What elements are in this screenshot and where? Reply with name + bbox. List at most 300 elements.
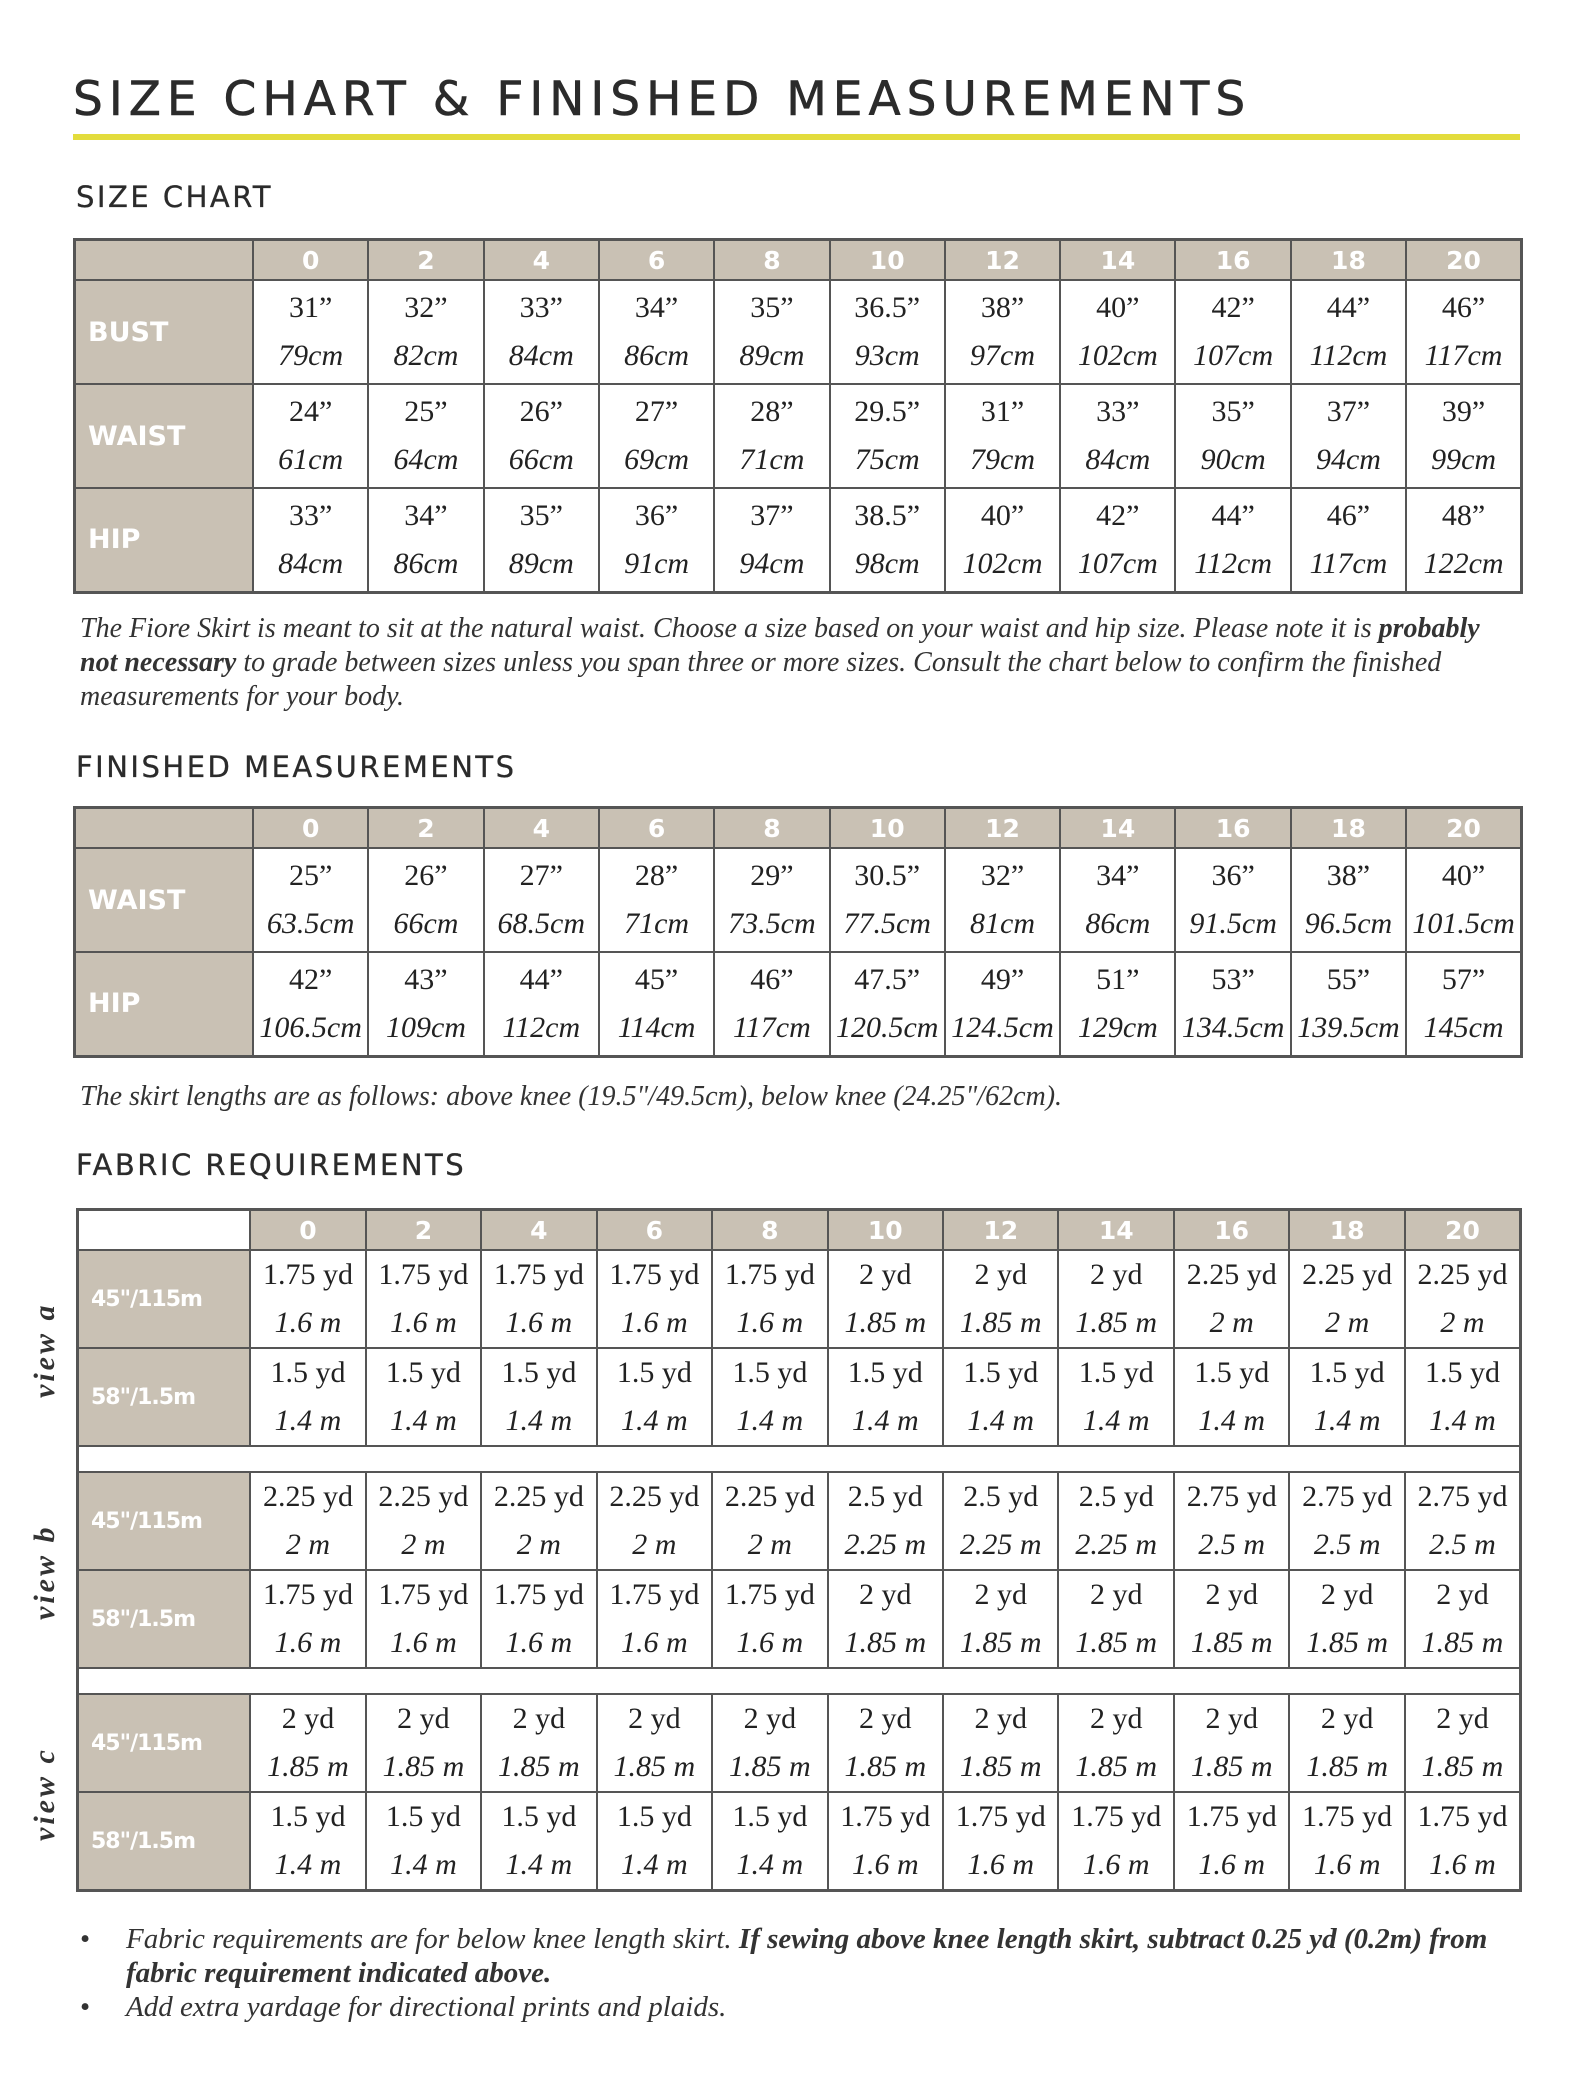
yard-value: 2.75 yd	[1417, 1480, 1508, 1513]
cm-value: 84cm	[508, 339, 574, 372]
size-chart-table	[73, 238, 1523, 594]
measurement-cell	[484, 384, 599, 488]
size-chart-note	[80, 612, 1490, 714]
meter-value: 2.5 m	[1429, 1528, 1496, 1561]
fabric-cell	[1058, 1570, 1173, 1668]
size-header: 16	[1175, 808, 1290, 849]
measurement-cell	[484, 488, 599, 592]
cm-value: 79cm	[970, 443, 1035, 476]
cm-value: 112cm	[1194, 546, 1273, 580]
cm-value: 102cm	[1077, 339, 1158, 372]
cm-value: 91.5cm	[1189, 907, 1277, 940]
measurement-cell	[368, 488, 483, 592]
meter-value: 1.4 m	[1082, 1404, 1150, 1437]
yard-value: 2 yd	[859, 1702, 912, 1735]
size-header: 18	[1289, 1210, 1404, 1251]
measurement-cell	[1406, 384, 1521, 488]
cm-value: 75cm	[854, 443, 920, 476]
fabric-cell	[1174, 1348, 1289, 1446]
size-header: 14	[1058, 1210, 1173, 1251]
row-label: WAIST	[75, 848, 253, 952]
measurement-cell	[945, 848, 1060, 952]
fabric-width-label: 45"/115m	[78, 1694, 251, 1792]
view-separator	[78, 1668, 1521, 1694]
meter-value: 2.25 m	[1075, 1528, 1158, 1561]
size-header: 4	[481, 1210, 596, 1251]
size-header: 18	[1291, 240, 1406, 281]
cm-value: 122cm	[1423, 546, 1504, 580]
inch-value: 35”	[519, 498, 563, 532]
fabric-row	[78, 1792, 1521, 1891]
inch-value: 36”	[1211, 859, 1255, 892]
yard-value: 1.5 yd	[270, 1356, 346, 1389]
yard-value: 2 yd	[1089, 1258, 1143, 1291]
fabric-cell	[943, 1250, 1058, 1348]
fabric-width-label: 58"/1.5m	[78, 1570, 251, 1668]
fabric-cell	[943, 1570, 1058, 1668]
fabric-cell	[828, 1792, 943, 1891]
yard-value: 1.75 yd	[1302, 1800, 1393, 1833]
inch-value: 27”	[519, 859, 563, 892]
yard-value: 2 yd	[1436, 1578, 1489, 1611]
meter-value: 1.85 m	[844, 1750, 927, 1783]
measurement-cell	[714, 280, 829, 384]
meter-value: 1.85 m	[1075, 1626, 1158, 1659]
yard-value: 2.5 yd	[1078, 1480, 1154, 1513]
fabric-cell	[712, 1792, 827, 1891]
yard-value: 2 yd	[1320, 1578, 1374, 1611]
fabric-cell	[1405, 1250, 1521, 1348]
meter-value: 1.6 m	[505, 1626, 573, 1659]
inch-value: 25”	[404, 395, 448, 428]
cm-value: 86cm	[624, 339, 690, 372]
header-row	[78, 1210, 1521, 1251]
yard-value: 2 yd	[281, 1702, 335, 1735]
inch-value: 40”	[980, 498, 1025, 532]
fabric-note-2-text: Add extra yardage for directional prints and plaids.	[126, 1991, 727, 2023]
fabric-width-label: 58"/1.5m	[78, 1792, 251, 1891]
inch-value: 36.5”	[854, 291, 921, 324]
fabric-cell	[943, 1348, 1058, 1446]
cm-value: 73.5cm	[728, 907, 816, 940]
measurement-cell	[1175, 384, 1290, 488]
fabric-row	[78, 1250, 1521, 1348]
meter-value: 1.6 m	[1313, 1848, 1381, 1881]
inch-value: 57”	[1441, 962, 1486, 996]
size-header: 20	[1406, 240, 1521, 281]
yard-value: 2.25 yd	[1302, 1258, 1393, 1291]
fabric-cell	[1174, 1472, 1289, 1570]
measurement-cell	[1406, 488, 1521, 592]
size-note-text-2: to grade between sizes unless you span three or more sizes. Consult the chart below to confirm the finished measurements for your body.	[80, 647, 1442, 712]
meter-value: 1.6 m	[390, 1626, 457, 1659]
cm-value: 66cm	[393, 907, 459, 940]
cm-value: 71cm	[624, 907, 690, 940]
measurement-row	[75, 848, 1522, 952]
cm-value: 77.5cm	[843, 907, 931, 940]
measurement-cell	[830, 384, 945, 488]
cm-value: 84cm	[1085, 443, 1151, 476]
size-header: 0	[253, 808, 368, 849]
size-header: 10	[830, 240, 945, 281]
measurement-cell	[945, 384, 1060, 488]
fabric-cell	[366, 1694, 481, 1792]
cm-value: 68.5cm	[497, 907, 585, 940]
meter-value: 1.4 m	[1313, 1404, 1381, 1437]
size-header: 14	[1060, 240, 1175, 281]
yard-value: 1.5 yd	[732, 1800, 808, 1833]
separator-cell	[78, 1446, 1521, 1472]
size-header: 18	[1291, 808, 1406, 849]
yard-value: 2 yd	[512, 1702, 566, 1735]
yard-value: 1.5 yd	[616, 1356, 692, 1389]
measurement-cell	[368, 952, 483, 1056]
title-underline	[73, 134, 1520, 140]
cm-value: 109cm	[385, 1010, 466, 1044]
yard-value: 1.75 yd	[262, 1258, 353, 1291]
meter-value: 1.85 m	[1306, 1750, 1388, 1783]
size-header: 16	[1175, 240, 1290, 281]
cm-value: 97cm	[970, 339, 1035, 372]
yard-value: 2 yd	[1205, 1702, 1258, 1735]
meter-value: 1.4 m	[1429, 1404, 1496, 1437]
yard-value: 2 yd	[743, 1702, 797, 1735]
fabric-cell	[1058, 1250, 1173, 1348]
meter-value: 1.6 m	[851, 1848, 919, 1881]
inch-value: 35”	[750, 291, 794, 324]
measurement-cell	[599, 384, 714, 488]
meter-value: 1.85 m	[1421, 1750, 1504, 1783]
meter-value: 1.4 m	[967, 1404, 1035, 1437]
cm-value: 86cm	[1085, 907, 1151, 940]
fabric-cell	[366, 1348, 481, 1446]
meter-value: 2.25 m	[844, 1528, 927, 1561]
measurement-cell	[1406, 280, 1521, 384]
cm-value: 117cm	[1424, 339, 1503, 372]
inch-value: 34”	[634, 291, 679, 324]
fabric-width-label: 45"/115m	[78, 1250, 251, 1348]
fabric-cell	[1405, 1348, 1521, 1446]
measurement-cell	[484, 952, 599, 1056]
inch-value: 38”	[1326, 859, 1371, 892]
header-corner	[75, 240, 253, 281]
measurement-cell	[714, 384, 829, 488]
meter-value: 2 m	[1440, 1306, 1485, 1339]
meter-value: 1.4 m	[1198, 1404, 1266, 1437]
measurement-row	[75, 384, 1522, 488]
yard-value: 2.25 yd	[609, 1480, 700, 1513]
yard-value: 1.75 yd	[609, 1578, 700, 1611]
meter-value: 2 m	[1325, 1306, 1370, 1339]
meter-value: 2 m	[747, 1528, 792, 1561]
cm-value: 117cm	[733, 1010, 811, 1044]
yard-value: 2 yd	[1320, 1702, 1374, 1735]
cm-value: 96.5cm	[1304, 907, 1393, 940]
skirt-length-note: The skirt lengths are as follows: above knee (19.5"/49.5cm), below knee (24.25"/62cm).	[80, 1081, 1063, 1112]
yard-value: 2.5 yd	[847, 1480, 923, 1513]
meter-value: 1.85 m	[498, 1750, 580, 1783]
view-a-label: view a	[28, 1302, 61, 1398]
measurement-cell	[253, 848, 368, 952]
fabric-cell	[366, 1792, 481, 1891]
inch-value: 37”	[750, 498, 794, 532]
inch-value: 25”	[288, 859, 333, 892]
fabric-cell	[1058, 1694, 1173, 1792]
inch-value: 46”	[1441, 291, 1486, 324]
meter-value: 1.4 m	[274, 1848, 342, 1881]
yard-value: 1.5 yd	[385, 1800, 461, 1833]
meter-value: 1.85 m	[1421, 1626, 1504, 1659]
cm-value: 112cm	[502, 1010, 581, 1044]
inch-value: 24”	[288, 395, 333, 428]
cm-value: 134.5cm	[1181, 1010, 1285, 1044]
size-header: 20	[1405, 1210, 1521, 1251]
fabric-note-1-bold: If sewing above knee length skirt, subtract 0.25 yd (0.2m) from fabric requirement indicated above.	[126, 1923, 1488, 1989]
cm-value: 90cm	[1200, 443, 1266, 476]
fabric-cell	[366, 1570, 481, 1668]
meter-value: 1.6 m	[1082, 1848, 1150, 1881]
measurement-cell	[1060, 384, 1175, 488]
meter-value: 1.6 m	[274, 1306, 342, 1339]
size-header: 14	[1060, 808, 1175, 849]
fabric-cell	[1289, 1694, 1404, 1792]
yard-value: 2.25 yd	[378, 1480, 469, 1513]
yard-value: 1.5 yd	[732, 1356, 808, 1389]
cm-value: 101.5cm	[1412, 907, 1515, 940]
fabric-cell	[828, 1250, 943, 1348]
cm-value: 129cm	[1077, 1010, 1158, 1044]
measurement-cell	[599, 848, 714, 952]
fabric-cell	[943, 1694, 1058, 1792]
fabric-row	[78, 1348, 1521, 1446]
yard-value: 1.5 yd	[1078, 1356, 1154, 1389]
finished-measurements-heading: FINISHED MEASUREMENTS	[76, 750, 517, 784]
inch-value: 37”	[1326, 395, 1371, 428]
cm-value: 112cm	[1309, 339, 1388, 372]
meter-value: 1.6 m	[621, 1626, 688, 1659]
meter-value: 1.85 m	[728, 1750, 811, 1783]
yard-value: 2.25 yd	[262, 1480, 353, 1513]
measurement-cell	[830, 488, 945, 592]
yard-value: 1.75 yd	[493, 1258, 584, 1291]
measurement-cell	[1291, 952, 1406, 1056]
fabric-cell	[1289, 1792, 1404, 1891]
size-note-text-1: The Fiore Skirt is meant to sit at the natural waist. Choose a size based on your waist and hip size. Please note it is	[80, 613, 1379, 644]
meter-value: 2.5 m	[1313, 1528, 1381, 1561]
measurement-row	[75, 280, 1522, 384]
yard-value: 1.75 yd	[378, 1578, 469, 1611]
page-title: SIZE CHART & FINISHED MEASUREMENTS	[73, 72, 1252, 127]
inch-value: 33”	[1096, 395, 1140, 428]
meter-value: 1.6 m	[505, 1306, 573, 1339]
fabric-notes-list	[80, 1922, 1520, 2024]
size-header: 20	[1406, 808, 1521, 849]
cm-value: 139.5cm	[1297, 1010, 1400, 1044]
measurement-cell	[253, 952, 368, 1056]
size-header: 2	[366, 1210, 481, 1251]
yard-value: 1.5 yd	[501, 1800, 577, 1833]
yard-value: 1.75 yd	[724, 1578, 815, 1611]
fabric-cell	[943, 1472, 1058, 1570]
measurement-cell	[599, 488, 714, 592]
yard-value: 1.5 yd	[963, 1356, 1039, 1389]
view-b-label: view b	[28, 1524, 61, 1620]
meter-value: 1.85 m	[1306, 1626, 1388, 1659]
inch-value: 55”	[1326, 962, 1371, 996]
measurement-cell	[1060, 952, 1175, 1056]
row-label: HIP	[75, 952, 253, 1056]
fabric-cell	[481, 1472, 596, 1570]
fabric-cell	[597, 1570, 712, 1668]
inch-value: 46”	[1326, 498, 1371, 532]
meter-value: 1.4 m	[505, 1848, 573, 1881]
measurement-cell	[1406, 848, 1521, 952]
measurement-cell	[599, 952, 714, 1056]
fabric-requirements-heading: FABRIC REQUIREMENTS	[76, 1148, 467, 1182]
fabric-cell	[366, 1250, 481, 1348]
fabric-row	[78, 1472, 1521, 1570]
measurement-cell	[253, 384, 368, 488]
yard-value: 1.5 yd	[1194, 1356, 1270, 1389]
fabric-cell	[597, 1472, 712, 1570]
inch-value: 40”	[1441, 859, 1486, 892]
inch-value: 33”	[519, 291, 563, 324]
fabric-note-1	[80, 1922, 1520, 1990]
fabric-requirements-table	[76, 1208, 1522, 1892]
inch-value: 49”	[980, 962, 1025, 996]
size-header: 2	[368, 240, 483, 281]
yard-value: 1.75 yd	[724, 1258, 815, 1291]
yard-value: 1.75 yd	[493, 1578, 584, 1611]
cm-value: 71cm	[739, 443, 805, 476]
fabric-cell	[1058, 1792, 1173, 1891]
inch-value: 44”	[519, 962, 563, 996]
size-header: 8	[714, 240, 829, 281]
inch-value: 44”	[1211, 498, 1255, 532]
yard-value: 1.5 yd	[501, 1356, 577, 1389]
fabric-cell	[1058, 1472, 1173, 1570]
measurement-cell	[1060, 488, 1175, 592]
yard-value: 1.75 yd	[840, 1800, 931, 1833]
fabric-cell	[481, 1348, 596, 1446]
inch-value: 32”	[404, 291, 448, 324]
fabric-cell	[1405, 1570, 1521, 1668]
measurement-cell	[1175, 848, 1290, 952]
size-header: 12	[945, 808, 1060, 849]
size-header: 6	[599, 808, 714, 849]
fabric-cell	[481, 1570, 596, 1668]
fabric-cell	[1289, 1348, 1404, 1446]
cm-value: 99cm	[1431, 443, 1497, 476]
fabric-row	[78, 1570, 1521, 1668]
fabric-cell	[597, 1792, 712, 1891]
size-header: 8	[714, 808, 829, 849]
measurement-row	[75, 488, 1522, 592]
measurement-row	[75, 952, 1522, 1056]
yard-value: 2 yd	[1089, 1702, 1143, 1735]
measurement-cell	[1291, 384, 1406, 488]
yard-value: 1.5 yd	[270, 1800, 346, 1833]
yard-value: 1.75 yd	[609, 1258, 700, 1291]
inch-value: 36”	[634, 498, 679, 532]
size-header: 4	[484, 240, 599, 281]
cm-value: 79cm	[278, 339, 344, 372]
inch-value: 44”	[1326, 291, 1371, 324]
meter-value: 1.85 m	[1190, 1750, 1273, 1783]
meter-value: 1.6 m	[736, 1306, 804, 1339]
yard-value: 2 yd	[974, 1258, 1027, 1291]
inch-value: 30.5”	[854, 859, 921, 892]
yard-value: 2 yd	[859, 1258, 912, 1291]
cm-value: 84cm	[278, 546, 344, 580]
fabric-cell	[250, 1570, 365, 1668]
meter-value: 2 m	[285, 1528, 331, 1561]
yard-value: 2 yd	[974, 1702, 1027, 1735]
inch-value: 46”	[750, 962, 794, 996]
cm-value: 86cm	[393, 546, 459, 580]
measurement-cell	[1175, 280, 1290, 384]
meter-value: 1.4 m	[736, 1848, 804, 1881]
inch-value: 27”	[634, 395, 679, 428]
meter-value: 1.4 m	[390, 1404, 457, 1437]
row-label: HIP	[75, 488, 253, 592]
fabric-cell	[1405, 1694, 1521, 1792]
fabric-cell	[1174, 1694, 1289, 1792]
cm-value: 64cm	[393, 443, 459, 476]
measurement-cell	[714, 952, 829, 1056]
meter-value: 2 m	[401, 1528, 446, 1561]
inch-value: 39”	[1441, 395, 1486, 428]
measurement-cell	[484, 848, 599, 952]
yard-value: 2.25 yd	[1417, 1258, 1508, 1291]
size-header: 10	[830, 808, 945, 849]
measurement-cell	[945, 280, 1060, 384]
fabric-cell	[250, 1348, 365, 1446]
meter-value: 2 m	[1209, 1306, 1254, 1339]
size-header: 0	[250, 1210, 365, 1251]
cm-value: 61cm	[278, 443, 344, 476]
inch-value: 31”	[288, 291, 333, 324]
meter-value: 1.4 m	[851, 1404, 919, 1437]
size-header: 4	[484, 808, 599, 849]
yard-value: 2 yd	[1436, 1702, 1489, 1735]
cm-value: 107cm	[1077, 546, 1158, 580]
inch-value: 43”	[404, 962, 448, 996]
fabric-cell	[828, 1348, 943, 1446]
inch-value: 31”	[980, 395, 1025, 428]
fabric-width-label: 45"/115m	[78, 1472, 251, 1570]
cm-value: 102cm	[962, 546, 1043, 580]
header-corner	[78, 1210, 251, 1251]
meter-value: 1.4 m	[736, 1404, 804, 1437]
measurement-cell	[830, 952, 945, 1056]
meter-value: 1.6 m	[967, 1848, 1035, 1881]
cm-value: 82cm	[393, 339, 459, 372]
inch-value: 32”	[980, 859, 1025, 892]
fabric-cell	[481, 1250, 596, 1348]
yard-value: 2.5 yd	[963, 1480, 1039, 1513]
fabric-cell	[597, 1694, 712, 1792]
size-header: 6	[599, 240, 714, 281]
yard-value: 2.75 yd	[1302, 1480, 1393, 1513]
yard-value: 2 yd	[859, 1578, 912, 1611]
cm-value: 89cm	[508, 546, 574, 580]
cm-value: 106.5cm	[259, 1010, 362, 1044]
bullet-icon: •	[80, 1923, 91, 1955]
measurement-cell	[1406, 952, 1521, 1056]
yard-value: 2 yd	[397, 1702, 450, 1735]
measurement-cell	[368, 384, 483, 488]
